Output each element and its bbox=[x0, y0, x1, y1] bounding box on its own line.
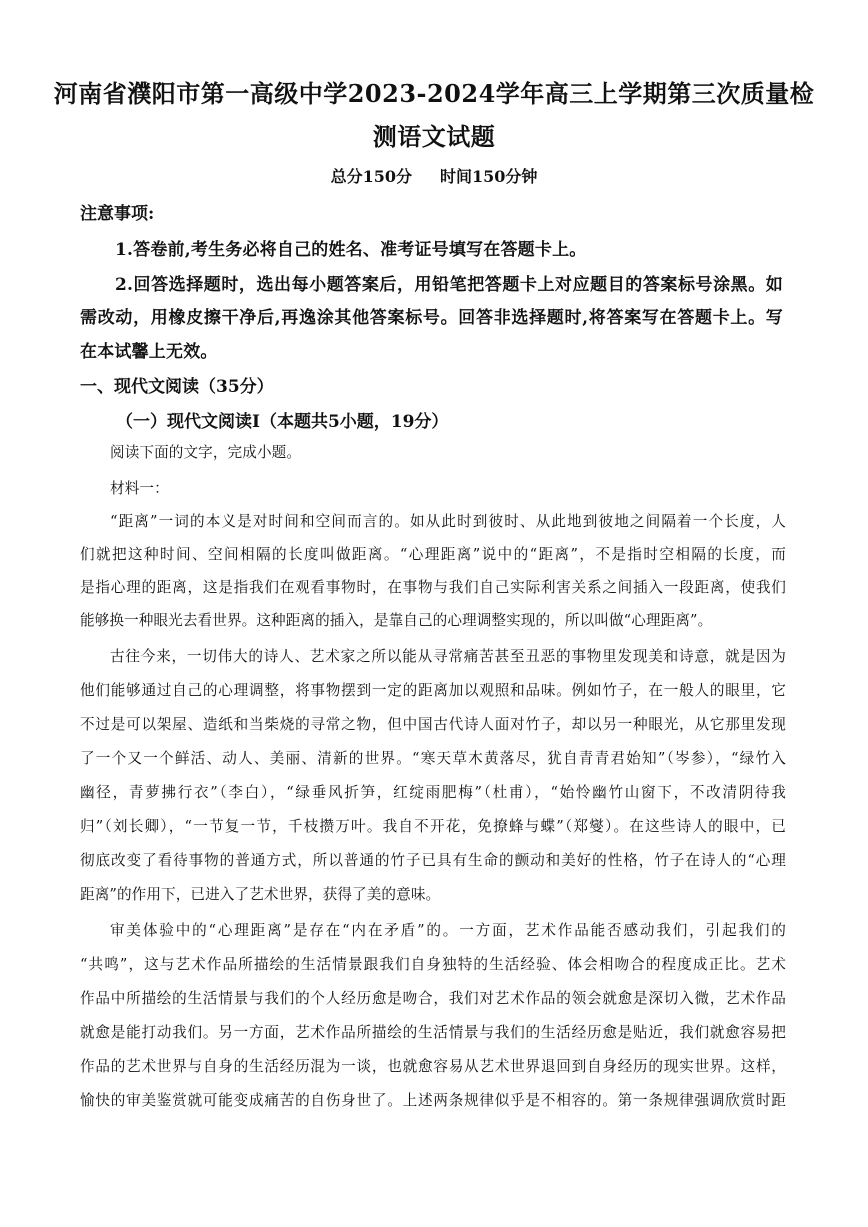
passage-line: 们就把这种时间、空间相隔的长度叫做距离。“心理距离”说中的“距离”，不是指时空相隔的长度，而 bbox=[80, 546, 786, 563]
notice-item-2: 2.回答选择题时，选出每小题答案后，用铅笔把答题卡上对应题目的答案标号涂黑。如 bbox=[115, 275, 783, 295]
notice-item-2-end: 在本试馨上无效。 bbox=[80, 342, 218, 362]
passage-line: 就愈是能打动我们。另一方面，艺术作品所描绘的生活情景与我们的生活经历愈是贴近，我们就愈容易把 bbox=[80, 1024, 786, 1041]
section-heading: 一、现代文阅读（35分） bbox=[80, 377, 274, 397]
passage-line: 距离”的作用下，已进入了艺术世界，获得了美的意味。 bbox=[80, 886, 441, 903]
passage-line: 能够换一种眼光去看世界。这种距离的插入，是靠自己的心理调整实现的，所以叫做“心理距离”。 bbox=[80, 612, 713, 629]
exam-title-line-2: 测语文试题 bbox=[372, 122, 496, 151]
passage-line: 作品中所描绘的生活情景与我们的个人经历愈是吻合，我们对艺术作品的领会就愈是深切入微，艺术作品 bbox=[80, 990, 786, 1007]
reading-instruction: 阅读下面的文字，完成小题。 bbox=[110, 444, 302, 461]
exam-title-line-1: 河南省濮阳市第一高级中学2023-2024学年高三上学期第三次质量检 bbox=[53, 79, 815, 108]
total-score: 总分150分 bbox=[330, 167, 412, 186]
passage-line: 彻底改变了看待事物的普通方式，所以普通的竹子已具有生命的颤动和美好的性格，竹子在诗人的“心理 bbox=[80, 852, 786, 869]
passage-line: 他们能够通过自己的心理调整，将事物摆到一定的距离加以观照和品味。例如竹子，在一般人的眼里，它 bbox=[80, 682, 786, 699]
passage-line: 作品的艺术世界与自身的生活经历混为一谈，也就愈容易从艺术世界退回到自身经历的现实世界。这样， bbox=[80, 1058, 786, 1075]
exam-time: 时间150分钟 bbox=[440, 167, 538, 186]
sub-section-heading: （一）现代文阅读Ⅰ（本题共5小题，19分） bbox=[116, 412, 449, 432]
passage-line: 愉快的审美鉴赏就可能变成痛苦的自伤身世了。上述两条规律似乎是不相容的。第一条规律强调欣赏时距 bbox=[80, 1092, 786, 1109]
passage-line: 审美体验中的“心理距离”是存在“内在矛盾”的。一方面，艺术作品能否感动我们，引起我们的 bbox=[110, 922, 786, 939]
notice-heading: 注意事项: bbox=[80, 204, 155, 224]
passage-line: 了一个又一个鲜活、动人、美丽、清新的世界。“寒天草木黄落尽，犹自青青君始知”（岑参），“绿竹入 bbox=[80, 750, 786, 767]
passage-line: 归”（刘长卿），“一节复一节，千枝攒万叶。我自不开花，免撩蜂与蝶”（郑燮）。在这些诗人的眼中，已 bbox=[80, 818, 786, 835]
passage-line: “共鸣”，这与艺术作品所描绘的生活情景跟我们自身独特的生活经验、体会相吻合的程度成正比。艺术 bbox=[80, 956, 786, 973]
notice-item-1: 1.答卷前,考生务必将自己的姓名、准考证号填写在答题卡上。 bbox=[115, 240, 587, 260]
material-label: 材料一： bbox=[110, 480, 169, 497]
passage-line: “距离”一词的本义是对时间和空间而言的。如从此时到彼时、从此地到彼地之间隔着一个长度，人 bbox=[110, 513, 786, 530]
passage-line: 是指心理的距离，这是指我们在观看事物时，在事物与我们自己实际利害关系之间插入一段距离，使我们 bbox=[80, 579, 786, 596]
passage-line: 古往今来，一切伟大的诗人、艺术家之所以能从寻常痛苦甚至丑恶的事物里发现美和诗意，就是因为 bbox=[110, 648, 786, 665]
exam-meta bbox=[0, 164, 868, 187]
notice-item-2-cont: 需改动，用橡皮擦干净后,再逸涂其他答案标号。回答非选择题时,将答案写在答题卡上。写 bbox=[80, 308, 783, 328]
passage-line: 幽径，青萝拂行衣”（李白），“绿垂风折笋，红绽雨肥梅”（杜甫），“始怜幽竹山窗下，不改清阴待我 bbox=[80, 784, 786, 801]
passage-line: 不过是可以架屋、造纸和当柴烧的寻常之物，但中国古代诗人面对竹子，却以另一种眼光，从它那里发现 bbox=[80, 716, 786, 733]
